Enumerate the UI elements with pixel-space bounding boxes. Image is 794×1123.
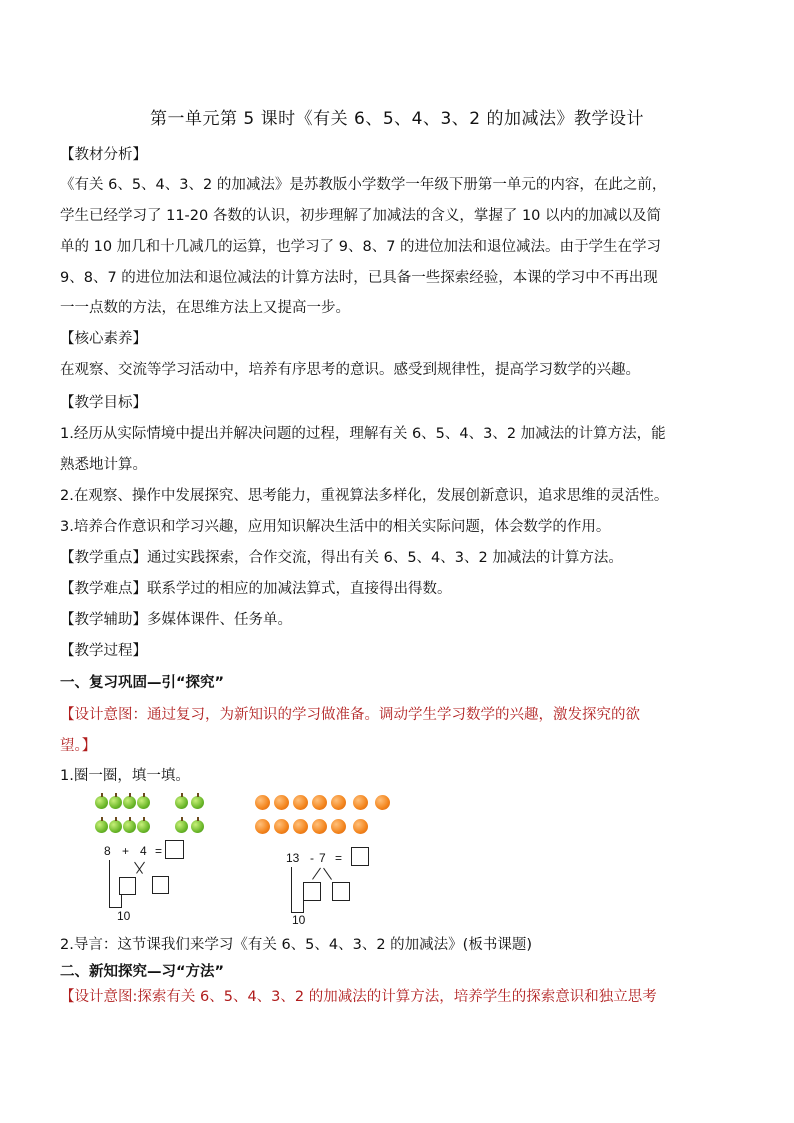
eq2-split-line: [303, 900, 304, 913]
eq2-split-line: [323, 868, 332, 880]
material-line-5: 一一点数的方法，在思维方法上又提高一步。: [60, 300, 350, 316]
eq2-subtrahend: 7: [319, 851, 326, 865]
material-line-2: 学生已经学习了 11-20 各数的认识，初步理解了加减法的含义，掌握了 10 以内的加减以及简: [60, 208, 662, 224]
apple-icon: [191, 796, 204, 809]
goal-line-4: 3.培养合作意识和学习兴趣，应用知识解决生活中的相关实际问题，体会数学的作用。: [60, 519, 611, 535]
teaching-aids: 【教学辅助】多媒体课件、任务单。: [60, 612, 292, 628]
eq2-split-box-2[interactable]: [332, 882, 350, 901]
material-line-1: 《有关 6、5、4、3、2 的加减法》是苏教版小学数学一年级下册第一单元的内容，在此之前，: [60, 177, 667, 193]
literacy-heading: 【核心素养】: [60, 331, 147, 347]
eq1-split-label: 10: [117, 909, 131, 923]
goal-line-3: 2.在观察、操作中发展探究、思考能力，重视算法多样化，发展创新意识，追求思维的灵活性。: [60, 488, 669, 504]
apple-icon: [137, 820, 150, 833]
orange-icon: [331, 795, 346, 810]
apple-icon: [191, 820, 204, 833]
material-heading: 【教材分析】: [60, 147, 147, 163]
part2-intent-line: 【设计意图:探索有关 6、5、4、3、2 的加减法的计算方法，培养学生的探索意识和独立思考: [60, 989, 657, 1005]
page-title: 第一单元第 5 课时《有关 6、5、4、3、2 的加减法》教学设计: [149, 109, 644, 129]
orange-icon: [312, 795, 327, 810]
apple-icon: [109, 820, 122, 833]
eq1-answer-box[interactable]: [165, 840, 184, 859]
part1-heading: 一、复习巩固—引“探究”: [60, 675, 225, 691]
orange-icon: [293, 819, 308, 834]
part2-heading: 二、新知探究—习“方法”: [60, 964, 225, 980]
eq2-split-box-1[interactable]: [303, 882, 321, 901]
material-line-4: 9、8、7 的进位加法和退位减法的计算方法时，已具备一些探索经验，本课的学习中不再出现: [60, 270, 658, 286]
key-point: 【教学重点】通过实践探索，合作交流，得出有关 6、5、4、3、2 加减法的计算方法。: [60, 550, 623, 566]
eq2-operator: -: [310, 851, 314, 865]
goals-heading: 【教学目标】: [60, 395, 147, 411]
apple-icon: [109, 796, 122, 809]
eq1-addend-b: 4: [140, 844, 147, 858]
apple-icon: [123, 796, 136, 809]
orange-icon: [353, 795, 368, 810]
apple-icon: [95, 820, 108, 833]
eq1-split-box-2[interactable]: [152, 876, 169, 894]
part1-intent-line-1: 【设计意图：通过复习，为新知识的学习做准备。调动学生学习数学的兴趣，激发探究的欲: [60, 707, 640, 723]
apple-icon: [137, 796, 150, 809]
eq1-equals: =: [155, 844, 163, 858]
exercise-2-intro: 2.导言：这节课我们来学习《有关 6、5、4、3、2 的加减法》(板书课题): [60, 937, 532, 953]
eq2-split-label: 10: [292, 913, 306, 927]
eq2-answer-box[interactable]: [351, 847, 369, 866]
apple-icon: [175, 820, 188, 833]
goal-line-2: 熟悉地计算。: [60, 457, 147, 473]
orange-icon: [312, 819, 327, 834]
orange-icon: [255, 795, 270, 810]
eq1-addend-a: 8: [104, 844, 111, 858]
material-line-3: 单的 10 加几和十几减几的运算，也学习了 9、8、7 的进位加法和退位减法。由于学生在学习: [60, 239, 662, 255]
orange-icon: [274, 795, 289, 810]
eq1-split-box-1[interactable]: [119, 877, 136, 895]
process-heading: 【教学过程】: [60, 643, 147, 659]
goal-line-1: 1.经历从实际情境中提出并解决问题的过程，理解有关 6、5、4、3、2 加减法的计算方法，能: [60, 426, 666, 442]
exercise-1-label: 1.圈一圈，填一填。: [60, 768, 190, 784]
orange-icon: [353, 819, 368, 834]
eq1-operator: +: [122, 844, 130, 858]
exercise-figure: [95, 792, 415, 927]
eq2-equals: =: [335, 851, 343, 865]
eq1-split-line: [109, 860, 110, 908]
part1-intent-line-2: 望。】: [60, 738, 97, 754]
difficulty: 【教学难点】联系学过的相应的加减法算式，直接得出得数。: [60, 581, 452, 597]
apple-icon: [95, 796, 108, 809]
apple-icon: [175, 796, 188, 809]
eq2-minuend: 13: [286, 851, 300, 865]
literacy-text: 在观察、交流等学习活动中，培养有序思考的意识。感受到规律性，提高学习数学的兴趣。: [60, 362, 640, 378]
apple-icon: [123, 820, 136, 833]
eq2-split-line: [291, 867, 292, 913]
orange-icon: [375, 795, 390, 810]
orange-icon: [274, 819, 289, 834]
eq1-split-line: [121, 894, 122, 908]
orange-icon: [331, 819, 346, 834]
eq2-split-line: [312, 868, 321, 880]
orange-icon: [293, 795, 308, 810]
orange-icon: [255, 819, 270, 834]
